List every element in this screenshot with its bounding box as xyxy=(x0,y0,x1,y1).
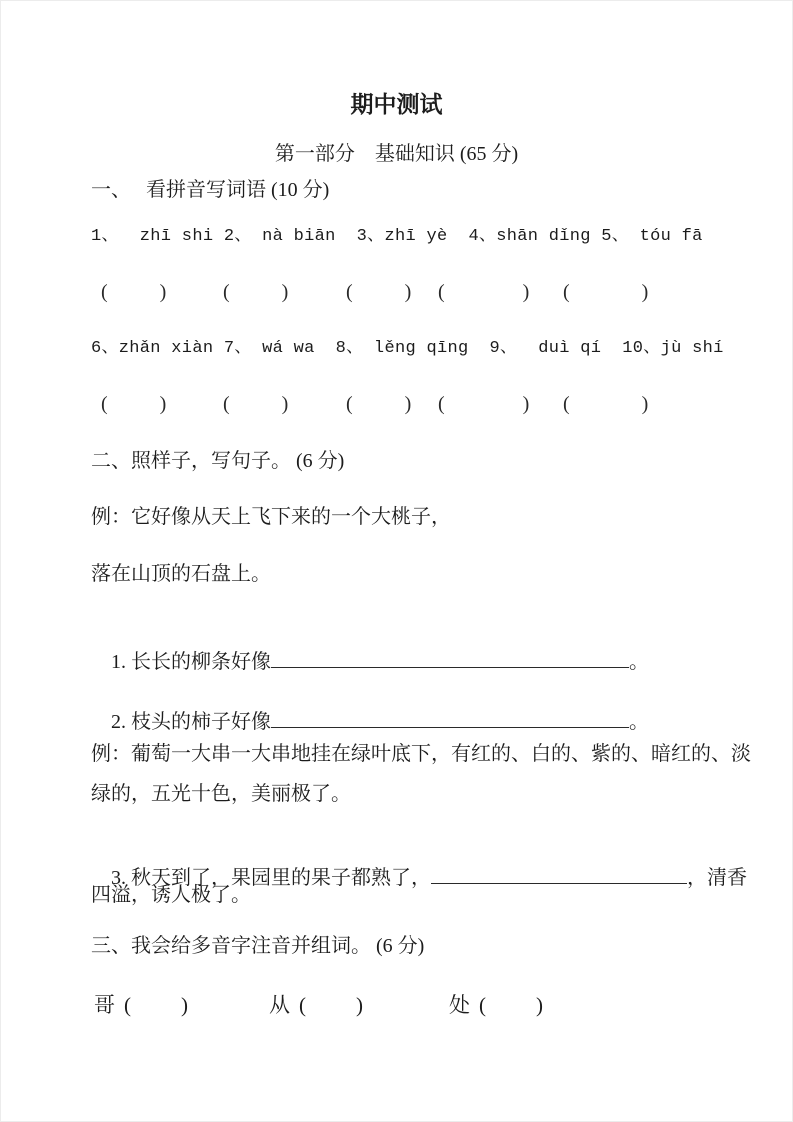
polyphone-char: 哥 xyxy=(94,993,115,1017)
polyphone-item: 从 ( ) xyxy=(269,993,363,1017)
answer-blank-parens: ( ) xyxy=(101,393,167,415)
question-3-text: 3. 秋天到了，果园里的果子都熟了， xyxy=(111,867,431,889)
pinyin-row-2: 6、zhǎn xiàn 7、 wá wa 8、 lěng qīng 9、 duì qí 10、jù shí xyxy=(91,339,724,358)
question-3-line-2: 四溢，诱人极了。 xyxy=(91,884,251,906)
section-2-heading: 二、照样子，写句子。 (6 分) xyxy=(91,450,345,472)
question-1-text: 1. 长长的柳条好像 xyxy=(111,651,271,673)
answer-blank-parens: ( ) xyxy=(563,281,649,303)
answer-blank-parens: ( ) xyxy=(438,281,530,303)
part-heading: 第一部分 基础知识 (65 分) xyxy=(274,143,519,165)
question-2-period: 。 xyxy=(629,711,649,733)
polyphone-item: 哥 ( ) xyxy=(94,993,188,1017)
question-3-tail: ，清香 xyxy=(687,867,747,889)
answer-blank-line xyxy=(271,707,629,728)
answer-paren-row-2 xyxy=(1,392,792,418)
polyphone-char: 从 xyxy=(269,993,290,1017)
answer-blank-line xyxy=(271,647,629,668)
answer-blank-parens: ( ) xyxy=(223,281,289,303)
answer-blank-parens: ( ) xyxy=(438,393,530,415)
answer-blank-parens: ( ) xyxy=(223,393,289,415)
answer-blank-line xyxy=(431,863,687,884)
example-1-line-1: 例：它好像从天上飞下来的一个大桃子， xyxy=(91,506,451,528)
example-2-line-1: 例：葡萄一大串一大串地挂在绿叶底下，有红的、白的、紫的、暗红的、淡 xyxy=(91,743,751,765)
question-2-text: 2. 枝头的柿子好像 xyxy=(111,711,271,733)
example-2-line-2: 绿的，五光十色，美丽极了。 xyxy=(91,783,351,805)
page-title: 期中测试 xyxy=(350,92,443,117)
polyphone-row xyxy=(1,993,792,1021)
answer-blank-parens: ( ) xyxy=(346,393,412,415)
pinyin-row-1: 1、 zhī shi 2、 nà biān 3、zhī yè 4、shān dǐng 5、 tóu fā xyxy=(91,227,703,246)
answer-blank-parens: ( ) xyxy=(346,281,412,303)
example-1-line-2: 落在山顶的石盘上。 xyxy=(91,563,271,585)
polyphone-char: 处 xyxy=(449,993,470,1017)
question-1-period: 。 xyxy=(629,651,649,673)
answer-blank-parens: ( ) xyxy=(101,281,167,303)
answer-blank-parens: ( ) xyxy=(563,393,649,415)
section-1-heading: 一、 看拼音写词语 (10 分) xyxy=(91,179,330,201)
section-3-heading: 三、我会给多音字注音并组词。 (6 分) xyxy=(91,935,425,957)
polyphone-item: 处 ( ) xyxy=(449,993,543,1017)
answer-paren-row-1 xyxy=(1,280,792,306)
